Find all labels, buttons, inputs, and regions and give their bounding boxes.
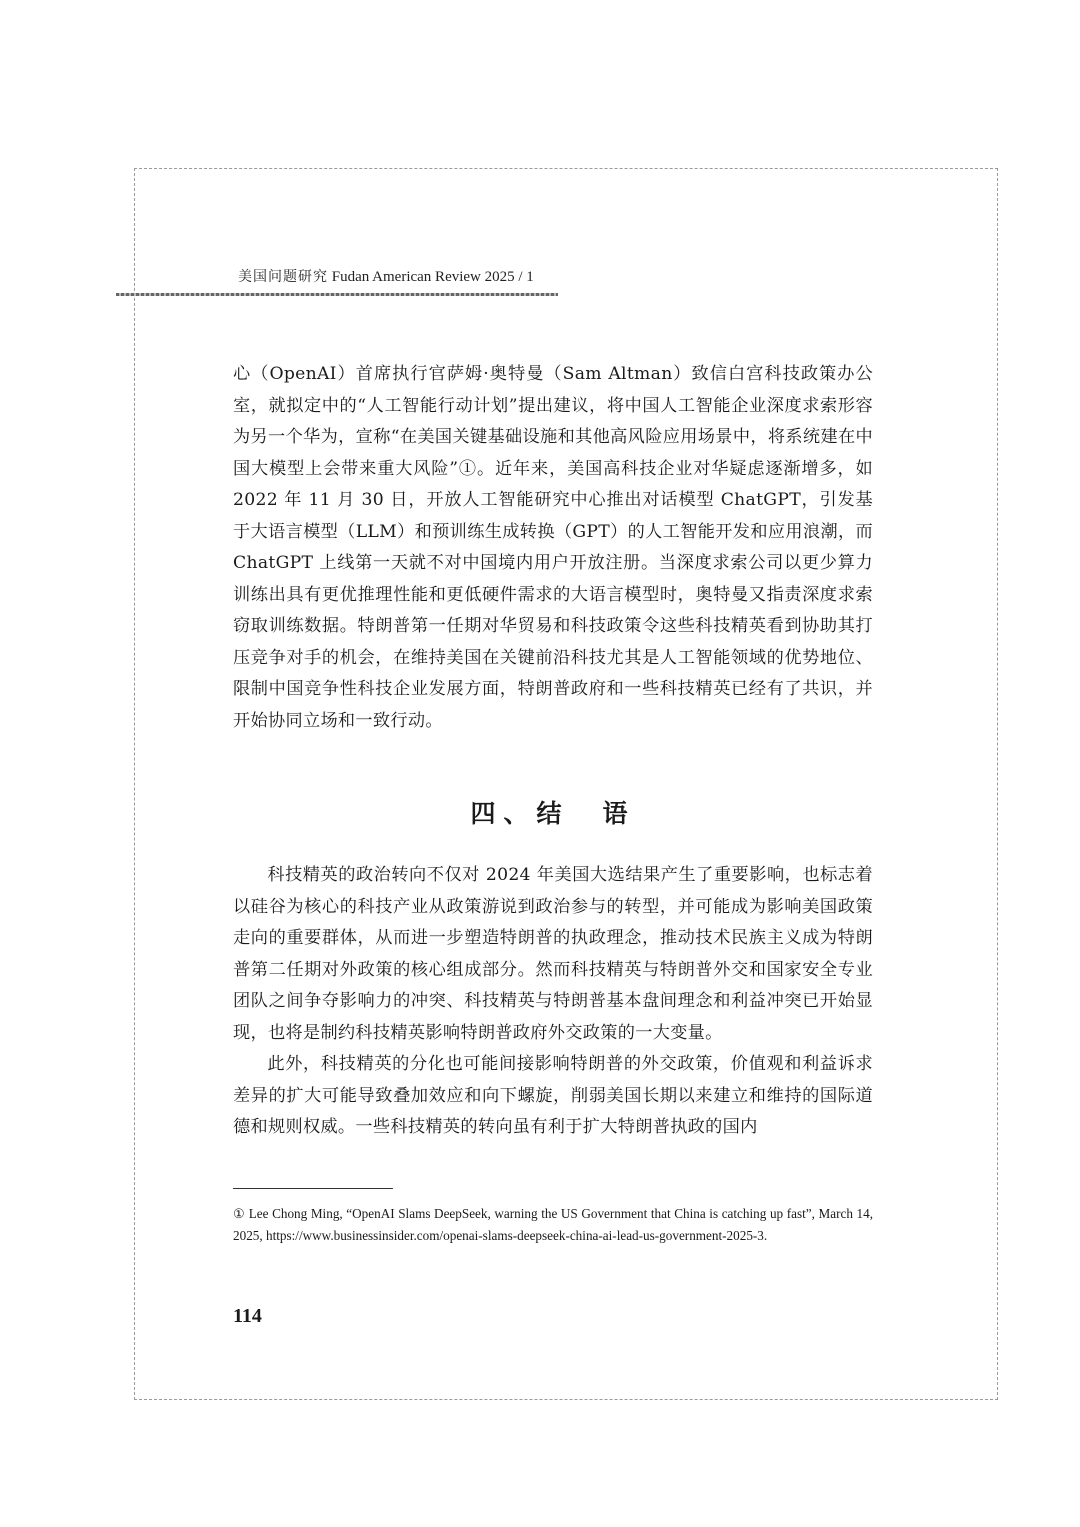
footnote-rule	[233, 1188, 393, 1189]
body-paragraphs	[233, 860, 873, 1144]
footnote	[233, 1203, 873, 1247]
footnote-text: Lee Chong Ming, “OpenAI Slams DeepSeek, warning the US Government that China is catching up fast”, March 14, 2025, https://www.businessinsider.com/openai-slams-deepseek-china-ai-lead-us-government-2025-3.	[233, 1206, 873, 1243]
header-rule	[116, 293, 558, 296]
paragraph-text: 心（OpenAI）首席执行官萨姆·奥特曼（Sam Altman）致信白宫科技政策办公室，就拟定中的“人工智能行动计划”提出建议，将中国人工智能企业深度求索形容为另一个华为，宣称“在美国关键基础设施和其他高风险应用场景中，将系统建在中国大模型上会带来重大风险”①。近年来，美国高科技企业对华疑虑逐渐增多，如 2022 年 11 月 30 日，开放人工智能研究中心推出对话模型 ChatGPT，引发基于大语言模型（LLM）和预训练生成转换（GPT）的人工智能开发和应用浪潮，而 ChatGPT 上线第一天就不对中国境内用户开放注册。当深度求索公司以更少算力训练出具有更优推理性能和更低硬件需求的大语言模型时，奥特曼又指责深度求索窃取训练数据。特朗普第一任期对华贸易和科技政策令这些科技精英看到协助其打压竞争对手的机会，在维持美国在关键前沿科技尤其是人工智能领域的优势地位、限制中国竞争性科技企业发展方面，特朗普政府和一些科技精英已经有了共识，并开始协同立场和一致行动。	[233, 364, 873, 731]
footnote-marker: ①	[233, 1206, 246, 1221]
body-paragraph-2: 科技精英的政治转向不仅对 2024 年美国大选结果产生了重要影响，也标志着以硅谷为核心的科技产业从政策游说到政治参与的转型，并可能成为影响美国政策走向的重要群体，从而进一步塑造特朗普的执政理念，推动技术民族主义成为特朗普第二任期对外政策的核心组成部分。然而科技精英与特朗普外交和国家安全专业团队之间争夺影响力的冲突、科技精英与特朗普基本盘间理念和利益冲突已开始显现，也将是制约科技精英影响特朗普政府外交政策的一大变量。	[233, 865, 873, 1043]
journal-title-cn: 美国问题研究	[238, 269, 328, 285]
section-title: 四、结 语	[470, 799, 636, 828]
journal-title-en: Fudan American Review 2025 / 1	[331, 269, 534, 285]
page-number: 114	[233, 1305, 262, 1327]
body-paragraph-3: 此外，科技精英的分化也可能间接影响特朗普的外交政策，价值观和利益诉求差异的扩大可能导致叠加效应和向下螺旋，削弱美国长期以来建立和维持的国际道德和规则权威。一些科技精英的转向虽有利于扩大特朗普执政的国内	[233, 1054, 873, 1137]
running-head	[238, 266, 534, 286]
body-paragraph-1	[233, 359, 873, 737]
